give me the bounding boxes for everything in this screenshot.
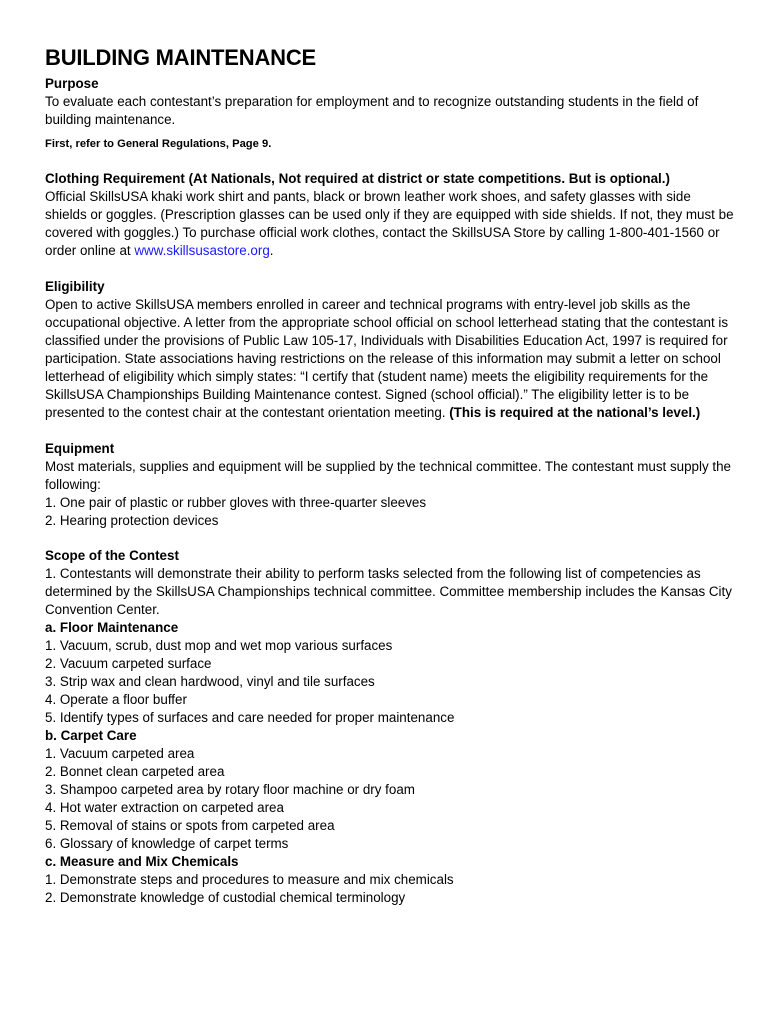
clothing-body: Official SkillsUSA khaki work shirt and pants, black or brown leather work shoes, and safety glasses with side shields or goggles. (Prescription glasses can be used only if they are equipped with side shields. If not, they must be covered with goggles.) To purchase official work clothes, contact the SkillsUSA Store by calling 1-800-401-1560 or order online at	[45, 189, 734, 258]
clothing-heading: Clothing Requirement (At Nationals, Not required at district or state competitions. But is optional.)	[45, 171, 670, 186]
document-page	[45, 44, 735, 907]
carpet-item: 4. Hot water extraction on carpeted area	[45, 800, 284, 815]
equipment-text: Most materials, supplies and equipment will be supplied by the technical committee. The contestant must supply the following:	[45, 459, 732, 492]
carpet-item: 1. Vacuum carpeted area	[45, 746, 195, 761]
carpet-item: 5. Removal of stains or spots from carpeted area	[45, 818, 335, 833]
eligibility-national-note: (This is required at the national’s level.)	[449, 405, 701, 420]
chemicals-item: 2. Demonstrate knowledge of custodial chemical terminology	[45, 890, 406, 905]
equipment-item: 1. One pair of plastic or rubber gloves with three-quarter sleeves	[45, 495, 427, 510]
floor-item: 5. Identify types of surfaces and care needed for proper maintenance	[45, 710, 455, 725]
floor-item: 3. Strip wax and clean hardwood, vinyl and tile surfaces	[45, 674, 375, 689]
floor-item: 1. Vacuum, scrub, dust mop and wet mop various surfaces	[45, 638, 393, 653]
floor-maintenance-heading: a. Floor Maintenance	[45, 620, 179, 635]
eligibility-text	[45, 296, 735, 422]
eligibility-body: Open to active SkillsUSA members enrolled in career and technical programs with entry-level job skills as the occupational objective. A letter from the appropriate school official on school letterhead stating that the contestant is classified under the provisions of Public Law 105-17, Individuals with Disabilities Education Act, 1997 is required for participation. State associations having restrictions on the release of this information may submit a letter on school letterhead of eligibility which simply states: “I certify that (student name) meets the eligibility requirements for the SkillsUSA Championships Building Maintenance contest. Signed (school official).” The eligibility letter is to be presented to the contest chair at the contestant orientation meeting.	[45, 297, 729, 420]
scope-heading: Scope of the Contest	[45, 548, 179, 563]
scope-text: 1. Contestants will demonstrate their ability to perform tasks selected from the following list of competencies as determined by the SkillsUSA Championships technical committee. Committee membership includes the Kansas City Convention Center.	[45, 566, 732, 617]
carpet-care-heading: b. Carpet Care	[45, 728, 137, 743]
store-link[interactable]: www.skillsusastore.org	[134, 243, 270, 258]
clothing-period: .	[269, 243, 274, 258]
carpet-item: 6. Glossary of knowledge of carpet terms	[45, 836, 289, 851]
equipment-item: 2. Hearing protection devices	[45, 513, 219, 528]
floor-item: 2. Vacuum carpeted surface	[45, 656, 212, 671]
chemicals-item: 1. Demonstrate steps and procedures to measure and mix chemicals	[45, 872, 454, 887]
general-regulations-note: First, refer to General Regulations, Page 9.	[45, 138, 272, 150]
carpet-item: 3. Shampoo carpeted area by rotary floor machine or dry foam	[45, 782, 415, 797]
floor-item: 4. Operate a floor buffer	[45, 692, 187, 707]
clothing-text	[45, 188, 735, 260]
equipment-heading: Equipment	[45, 441, 115, 456]
purpose-text: To evaluate each contestant’s preparation for employment and to recognize outstanding students in the field of building maintenance.	[45, 94, 699, 127]
purpose-heading: Purpose	[45, 76, 99, 91]
carpet-item: 2. Bonnet clean carpeted area	[45, 764, 225, 779]
eligibility-heading: Eligibility	[45, 279, 105, 294]
chemicals-heading: c. Measure and Mix Chemicals	[45, 854, 239, 869]
page-title: BUILDING MAINTENANCE	[45, 45, 316, 70]
